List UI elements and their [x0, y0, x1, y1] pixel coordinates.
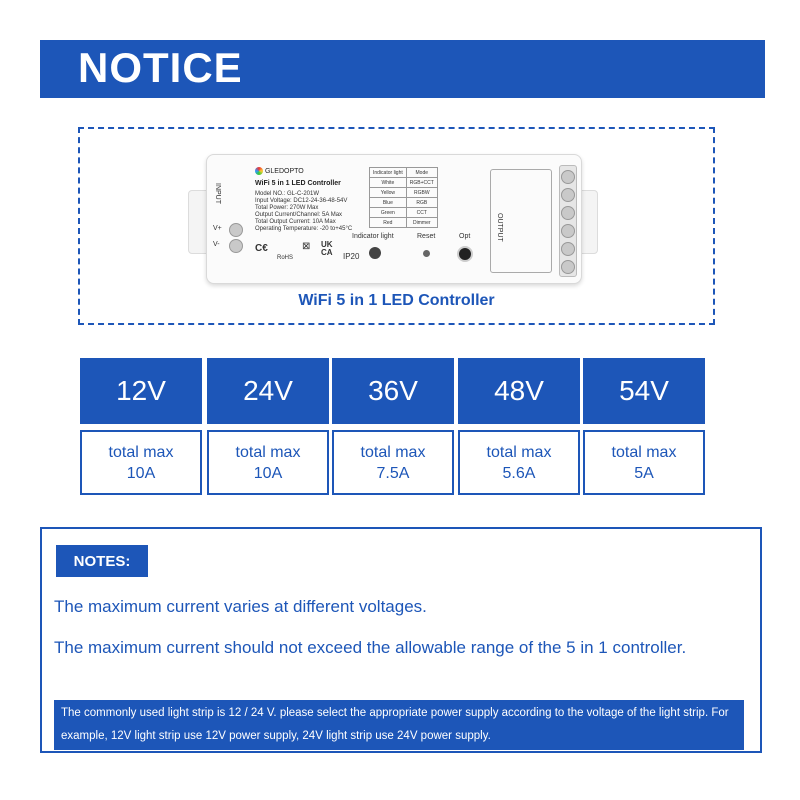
- table-cell: Dimmer: [406, 218, 437, 228]
- max-current-label: total max: [108, 443, 174, 461]
- max-current-label: total max: [360, 443, 426, 461]
- output-screw: [561, 224, 575, 238]
- voltage-column-12v: [80, 358, 202, 495]
- spec-line: Input Voltage: DC12-24-36-48-54V: [255, 198, 348, 204]
- max-current-cell: [332, 430, 454, 495]
- spec-line: Total Output Current: 10A Max: [255, 219, 336, 225]
- max-current-label: total max: [611, 443, 677, 461]
- table-header: Indicator light: [370, 168, 407, 178]
- voltage-column-24v: [207, 358, 329, 495]
- notice-title: NOTICE: [78, 44, 243, 91]
- brand-logo-icon: [255, 167, 263, 175]
- ce-mark-icon: C€: [255, 243, 268, 254]
- table-header: Mode: [406, 168, 437, 178]
- rohs-label: RoHS: [277, 255, 294, 261]
- voltage-header: 36V: [332, 358, 454, 424]
- ip-rating-label: IP20: [343, 252, 360, 261]
- voltage-header: 48V: [458, 358, 580, 424]
- note-line-2: The maximum current should not exceed the allowable range of the 5 in 1 controller.: [54, 638, 687, 657]
- table-cell: White: [370, 178, 407, 188]
- output-label: OUTPUT: [496, 213, 503, 242]
- notes-panel: [40, 527, 762, 753]
- brand-name: GLEDOPTO: [264, 167, 304, 175]
- controller-device-image: [188, 154, 598, 284]
- product-caption: WiFi 5 in 1 LED Controller: [298, 292, 495, 309]
- max-current-value: 10A: [253, 464, 283, 482]
- max-current-value: 7.5A: [376, 464, 410, 482]
- reset-label: Reset: [417, 233, 436, 240]
- notice-banner: [40, 40, 765, 98]
- max-current-value: 10A: [126, 464, 156, 482]
- table-cell: RGB+CCT: [406, 178, 437, 188]
- table-cell: Green: [370, 208, 407, 218]
- output-screw: [561, 242, 575, 256]
- note-line-1: The maximum current varies at different voltages.: [54, 597, 427, 616]
- voltage-header: 12V: [80, 358, 202, 424]
- table-row: [370, 178, 438, 188]
- power-supply-note: The commonly used light strip is 12 / 24 V. please select the appropriate power supply according to the voltage of the light strip. For example, 12V light strip use 12V power supply, 24V light strip use 24V power supply.: [54, 700, 744, 750]
- max-current-value: 5A: [634, 464, 654, 482]
- indicator-light-label: Indicator light: [352, 233, 394, 240]
- table-cell: Yellow: [370, 188, 407, 198]
- output-screw: [561, 260, 575, 274]
- table-cell: RGBW: [406, 188, 437, 198]
- indicator-mode-table: [369, 167, 438, 228]
- spec-line: Model NO.: GL-C-201W: [255, 191, 320, 197]
- output-screw: [561, 170, 575, 184]
- table-row: [370, 168, 438, 178]
- table-row: [370, 208, 438, 218]
- output-screw: [561, 206, 575, 220]
- voltage-column-48v: [458, 358, 580, 495]
- opt-label: Opt: [459, 233, 471, 240]
- voltage-header: 54V: [583, 358, 705, 424]
- opt-button[interactable]: [457, 246, 473, 262]
- input-terminal-plus: [229, 223, 243, 237]
- max-current-cell: [458, 430, 580, 495]
- output-screw: [561, 188, 575, 202]
- voltage-column-54v: [583, 358, 705, 495]
- table-cell: Red: [370, 218, 407, 228]
- table-row: [370, 198, 438, 208]
- indicator-light: [369, 247, 381, 259]
- input-label: INPUT: [214, 183, 221, 204]
- reset-button[interactable]: [423, 250, 430, 257]
- max-current-value: 5.6A: [502, 464, 536, 482]
- voltage-column-36v: [332, 358, 454, 495]
- max-current-cell: [80, 430, 202, 495]
- max-current-cell: [583, 430, 705, 495]
- table-cell: CCT: [406, 208, 437, 218]
- max-current-label: total max: [235, 443, 301, 461]
- device-model-title: WiFi 5 in 1 LED Controller: [255, 180, 341, 187]
- table-row: [370, 188, 438, 198]
- table-cell: RGB: [406, 198, 437, 208]
- table-row: [370, 218, 438, 228]
- controller-body: [206, 154, 582, 284]
- spec-line: Operating Temperature: -20 to+45°C: [255, 226, 353, 232]
- v-minus-label: V-: [213, 241, 220, 248]
- voltage-header: 24V: [207, 358, 329, 424]
- max-current-label: total max: [486, 443, 552, 461]
- spec-line: Total Power: 270W Max: [255, 205, 319, 211]
- input-terminal-minus: [229, 239, 243, 253]
- output-terminal-block: [559, 165, 577, 277]
- notes-heading: NOTES:: [56, 545, 148, 577]
- spec-line: Output Current/Channel: 5A Max: [255, 212, 343, 218]
- table-cell: Blue: [370, 198, 407, 208]
- v-plus-label: V+: [213, 225, 222, 232]
- product-panel: [78, 127, 715, 325]
- weee-bin-icon: ⊠: [302, 241, 311, 252]
- ukca-label: UK CA: [321, 240, 333, 257]
- max-current-cell: [207, 430, 329, 495]
